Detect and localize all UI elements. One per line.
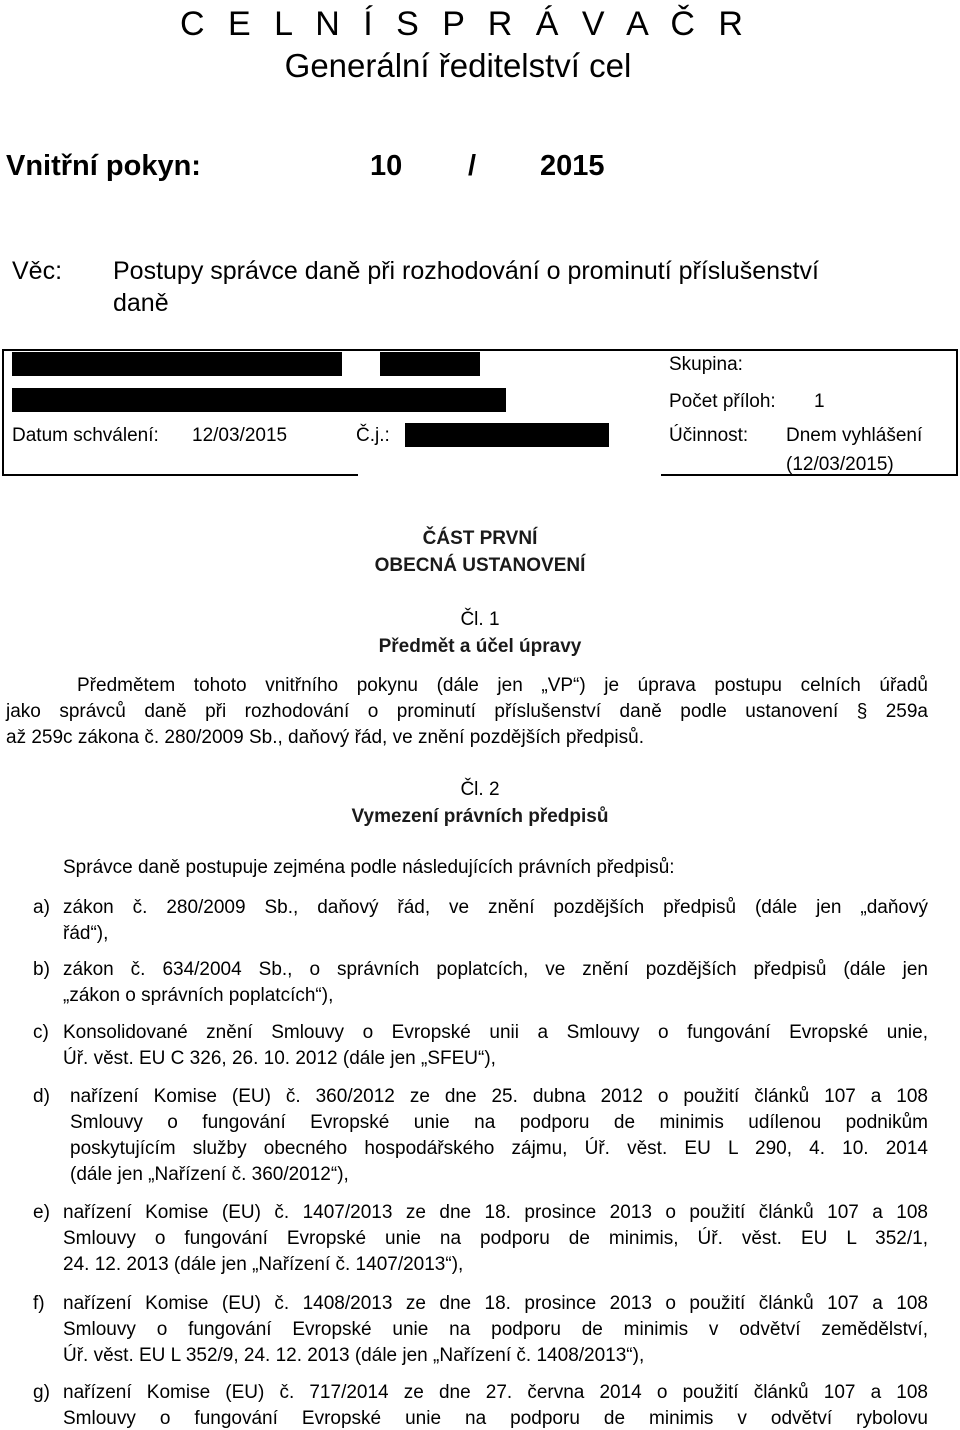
list-item-line: řád“), — [63, 923, 109, 944]
list-item-line: 24. 12. 2013 (dále jen „Nařízení č. 1407/2013“), — [63, 1254, 464, 1275]
list-item — [33, 1291, 928, 1369]
datum-schvaleni-label: Datum schválení: — [12, 425, 159, 446]
list-item-letter: e) — [33, 1202, 50, 1223]
ucinnost-date: (12/03/2015) — [786, 454, 894, 475]
list-item-line: Úř. věst. EU C 326, 26. 10. 2012 (dále jen „SFEU“), — [63, 1048, 496, 1069]
ucinnost-value: Dnem vyhlášení — [786, 425, 923, 446]
part-title: ČÁST PRVNÍ — [422, 528, 538, 549]
list-item — [33, 957, 928, 1009]
list-item-line: (dále jen „Nařízení č. 360/2012“), — [70, 1164, 349, 1185]
pocet-priloh-label: Počet příloh: — [669, 391, 776, 412]
part-subtitle: OBECNÁ USTANOVENÍ — [374, 555, 586, 576]
list-item-letter: f) — [33, 1293, 45, 1314]
list-item-line: zákon č. 280/2009 Sb., daňový řád, ve znění pozdějších předpisů (dále jen „daňový — [63, 897, 928, 918]
pokyn-year: 2015 — [540, 150, 605, 182]
redacted-block — [12, 352, 342, 376]
authority-title: C E L N Í S P R Á V A Č R — [180, 5, 750, 43]
list-item-line: zákon č. 634/2004 Sb., o správních poplatcích, ve znění pozdějších předpisů (dále jen — [63, 959, 928, 980]
list-item-line: „zákon o správních poplatcích“), — [63, 985, 334, 1006]
article-2-intro: Správce daně postupuje zejména podle následujících právních předpisů: — [63, 857, 675, 878]
authority-subtitle: Generální ředitelství cel — [284, 47, 632, 84]
list-item — [33, 1084, 928, 1188]
redacted-block — [380, 352, 480, 376]
list-item-letter: c) — [33, 1022, 49, 1043]
pokyn-number: 10 — [370, 150, 403, 182]
list-item — [33, 1200, 928, 1278]
list-item-line: Konsolidované znění Smlouvy o Evropské unii a Smlouvy o fungování Evropské unie, — [63, 1022, 928, 1043]
list-item-letter: a) — [33, 897, 50, 918]
list-item-line: nařízení Komise (EU) č. 717/2014 ze dne 27. června 2014 o použití článků 107 a 108 — [63, 1382, 928, 1403]
list-item-line: Smlouvy o fungování Evropské unie na podporu de minimis v odvětví zemědělství, — [63, 1319, 928, 1340]
list-item-letter: g) — [33, 1382, 50, 1403]
cislo-jednaci-label: Č.j.: — [356, 425, 390, 446]
metadata-box-underline-left — [2, 474, 358, 476]
redacted-block — [12, 388, 506, 412]
pocet-priloh-value: 1 — [814, 391, 825, 412]
list-item-letter: b) — [33, 959, 50, 980]
list-item-line: Smlouvy o fungování Evropské unie na podporu de minimis v odvětví rybolovu — [63, 1408, 928, 1429]
article-1-title: Předmět a účel úpravy — [378, 636, 582, 657]
list-item-line: poskytujícím služby obecného hospodářského zájmu, Úř. věst. EU L 290, 4. 10. 2014 — [70, 1138, 928, 1159]
list-item — [33, 1020, 928, 1072]
list-item — [33, 895, 928, 947]
list-item-line: Smlouvy o fungování Evropské unie na podporu de minimis udílenou podnikům — [70, 1112, 928, 1133]
article-2-title: Vymezení právních předpisů — [351, 806, 609, 827]
pokyn-slash: / — [468, 150, 477, 182]
subject-line-1: Postupy správce daně při rozhodování o prominutí příslušenství — [113, 257, 819, 285]
list-item-line: Smlouvy o fungování Evropské unie na podporu de minimis, Úř. věst. EU L 352/1, — [63, 1228, 928, 1249]
subject-label: Věc: — [12, 257, 63, 285]
ucinnost-label: Účinnost: — [669, 425, 749, 446]
redacted-block — [405, 423, 609, 447]
article-2-number: Čl. 2 — [460, 779, 500, 800]
datum-schvaleni-value: 12/03/2015 — [192, 425, 288, 446]
article-1-text-line: Předmětem tohoto vnitřního pokynu (dále jen „VP“) je úprava postupu celních úřadů — [77, 675, 928, 696]
list-item-line: nařízení Komise (EU) č. 1407/2013 ze dne 18. prosince 2013 o použití článků 107 a 108 — [63, 1202, 928, 1223]
list-item-line: nařízení Komise (EU) č. 360/2012 ze dne 25. dubna 2012 o použití článků 107 a 108 — [70, 1086, 928, 1107]
list-item — [33, 1380, 928, 1430]
skupina-label: Skupina: — [669, 354, 743, 375]
article-1-text-line: jako správců daně při rozhodování o prominutí příslušenství daně podle ustanovení § 259a — [6, 701, 928, 722]
list-item-line: nařízení Komise (EU) č. 1408/2013 ze dne 18. prosince 2013 o použití článků 107 a 108 — [63, 1293, 928, 1314]
article-1-text-line: až 259c zákona č. 280/2009 Sb., daňový řád, ve znění pozdějších předpisů. — [6, 727, 644, 748]
list-item-line: Úř. věst. EU L 352/9, 24. 12. 2013 (dále jen „Nařízení č. 1408/2013“), — [63, 1345, 645, 1366]
subject-line-2: daně — [113, 289, 169, 317]
article-1-number: Čl. 1 — [460, 609, 500, 630]
list-item-letter: d) — [33, 1086, 50, 1107]
pokyn-label: Vnitřní pokyn: — [6, 150, 201, 182]
